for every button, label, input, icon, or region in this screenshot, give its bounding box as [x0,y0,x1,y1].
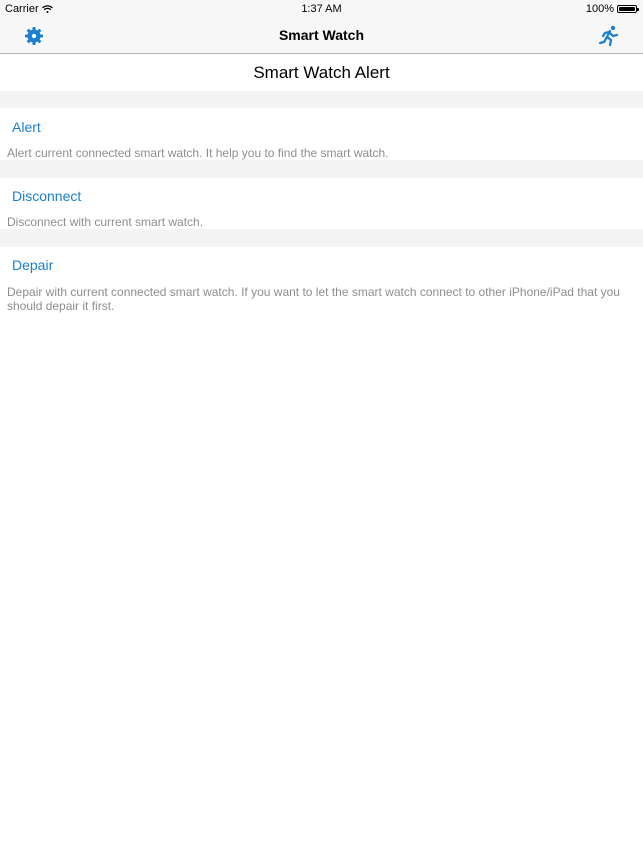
status-bar [0,0,643,17]
running-man-icon [597,24,621,48]
section-alert [0,108,643,160]
depair-description: Depair with current connected smart watch. If you want to let the smart watch connect to other iPhone/iPad that you should depair it first. [7,285,620,313]
disconnect-description: Disconnect with current smart watch. [7,215,204,229]
depair-link[interactable]: Depair [12,257,54,273]
carrier-label: Carrier [5,3,39,15]
nav-title: Smart Watch [278,27,365,43]
alert-description: Alert current connected smart watch. It help you to find the smart watch. [7,146,389,160]
disconnect-link[interactable]: Disconnect [12,188,82,204]
activity-button[interactable] [597,24,621,48]
section-depair [0,247,643,327]
status-right [586,3,637,15]
page-title: Smart Watch Alert [253,63,390,82]
battery-icon [617,5,637,13]
section-disconnect [0,178,643,229]
battery-percent: 100% [585,3,614,15]
section-separator [0,160,643,178]
alert-link[interactable]: Alert [12,119,41,135]
status-time: 1:37 AM [301,3,342,15]
battery-fill [619,7,635,11]
section-separator [0,229,643,247]
nav-bar [0,17,643,54]
section-separator [0,91,643,108]
